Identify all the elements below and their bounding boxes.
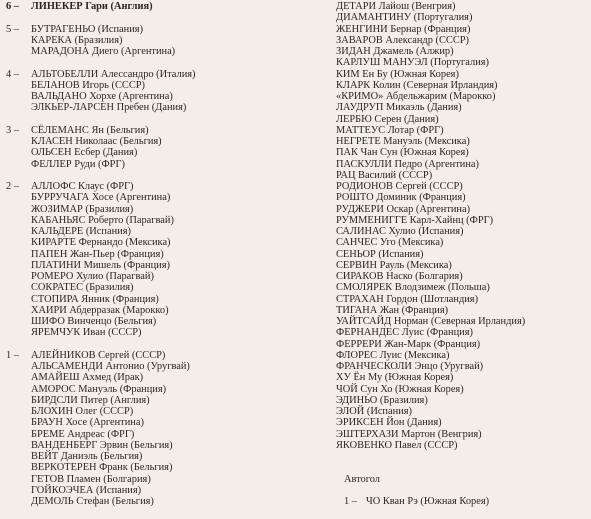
scorer-entry: ОЛЬСЕН Есбер (Дания): [31, 147, 138, 159]
goal-count: 5 –: [6, 23, 19, 35]
scorer-entry: ФЕРНАНДЕС Луис (Франция): [336, 327, 473, 339]
scorer-entry: ХАИРИ Абдерразак (Марокко): [31, 304, 169, 316]
scorer-entry: РАЦ Василий (СССР): [336, 169, 433, 181]
scorer-entry: ФЕРРЕРИ Жан-Марк (Франция): [336, 338, 481, 350]
scorer-entry: ВАНДЕНБЕРГ Эрвин (Бельгия): [31, 439, 173, 451]
scorer-entry: ГОЙКОЭЧЕА (Испания): [31, 484, 142, 496]
section-gap: [336, 462, 588, 473]
scorer-entry: КЛАРК Колин (Северная Ирландия): [336, 79, 498, 91]
scorer-entry: ПАПЕН Жан-Пьер (Франция): [31, 248, 164, 260]
scorer-entry: СОКРАТЕС (Бразилия): [31, 282, 134, 294]
own-goals-rank: 1 –: [344, 496, 357, 507]
scorer-entry: ВЕЙТ Даниэль (Бельгия): [31, 451, 143, 462]
scorer-entry: ПЛАТИНИ Мишель (Франция): [31, 259, 170, 271]
scorer-entry: ФРАНЧЕСКОЛИ Энцо (Уругвай): [336, 361, 484, 372]
scorer-entry: САНЧЕС Уго (Мексика): [336, 237, 444, 249]
scorer-entry: НЕГРЕТЕ Мануэль (Мексика): [336, 136, 470, 147]
scorer-entry: БРАУН Хосе (Аргентина): [31, 417, 144, 429]
goal-group: [6, 350, 306, 508]
scorer-entry: АМАЙЕШ Ахмед (Ирак): [31, 372, 144, 384]
scorer-entry: РОШТО Доминик (Франция): [336, 192, 466, 204]
scorer-entry: КАЛЬДЕРЕ (Испания): [31, 226, 131, 237]
scorer-entry: ЭДИНЬО (Бразилия): [336, 394, 428, 406]
scorer-entry: РУДЖЕРИ Оскар (Аргентина): [336, 203, 471, 215]
scorer-entry: ПАК Чан Сун (Южная Корея): [336, 147, 469, 159]
scorer-entry: СЁЛЕМАНС Ян (Бельгия): [31, 124, 149, 136]
scorer-entry: МАРАДОНА Диего (Аргентина): [31, 46, 176, 57]
scorer-entry: БУТРАГЕНЬО (Испания): [31, 23, 144, 35]
scorer-entry: ЗИДАН Джамель (Алжир): [336, 46, 454, 57]
scorer-entry: АЛЕЙНИКОВ Сергей (СССР): [31, 349, 166, 361]
right-players-list: [336, 1, 588, 451]
goal-count: 2 –: [6, 181, 19, 192]
scorer-entry: МАТТЕУС Лотар (ФРГ): [336, 124, 444, 136]
scorer-entry: РОДИОНОВ Сергей (СССР): [336, 181, 463, 192]
scorer-entry: ХУ Ён Му (Южная Корея): [336, 372, 454, 384]
scorer-entry: СЕРВИН Рауль (Мексика): [336, 259, 452, 271]
own-goals-player: ЧО Кван Рэ (Южная Корея): [366, 496, 490, 507]
scorer-entry: ФЛОРЕС Луис (Мексика): [336, 349, 450, 361]
scorer-entry: ШИФО Винченцо (Бельгия): [31, 316, 157, 327]
scorer-entry: ЖЕНГИНИ Бернар (Франция): [336, 23, 471, 35]
scorer-entry: ЗАВАРОВ Александр (СССР): [336, 34, 469, 46]
right-scorers-column: [336, 1, 588, 507]
scorer-entry: ЛИНЕКЕР Гари (Англия): [31, 1, 153, 12]
scorer-entry: ЭШТЕРХАЗИ Мартон (Венгрия): [336, 428, 482, 440]
scorer-entry: БИРДСЛИ Питер (Англия): [31, 394, 150, 406]
scorer-entry: КАРЛУШ МАНУЭЛ (Португалия): [336, 57, 489, 69]
left-scorers-column: [6, 1, 306, 519]
scorer-entry: АМОРОС Мануэль (Франция): [31, 383, 167, 395]
scorer-entry: РУММЕНИГГЕ Карл-Хайнц (ФРГ): [336, 214, 494, 226]
scorer-entry: ВЕРКОТЕРЕН Франк (Бельгия): [31, 462, 173, 474]
scorer-entry: СМОЛЯРЕК Влодзимеж (Польша): [336, 282, 490, 294]
scorer-entry: ТИГАНА Жан (Франция): [336, 304, 449, 316]
scorer-entry: ФЕЛЛЕР Руди (ФРГ): [31, 158, 125, 170]
scorer-entry: КАБАНЬЯС Роберто (Парагвай): [31, 214, 174, 226]
goal-group: [6, 125, 306, 170]
scorer-entry: АЛЛОФС Клаус (ФРГ): [31, 181, 134, 192]
goal-count: 1 –: [6, 349, 19, 361]
scorer-entry: УАЙТСАЙД Норман (Северная Ирландия): [336, 316, 526, 327]
scorer-entry: ГЕТОВ Пламен (Болгария): [31, 473, 151, 485]
goal-count: 4 –: [6, 68, 19, 80]
scorer-entry: КИРАРТЕ Фернандо (Мексика): [31, 237, 171, 249]
scorer-entry: САЛИНАС Хулио (Испания): [336, 226, 464, 237]
scorer-entry: КЛАСЕН Николаас (Бельгия): [31, 136, 162, 147]
scorer-entry: СИРАКОВ Наско (Болгария): [336, 271, 463, 282]
scorer-entry: ДИАМАНТИНУ (Португалия): [336, 12, 473, 24]
goal-group: [6, 1, 306, 12]
scorer-entry: СЕНЬОР (Испания): [336, 248, 424, 260]
scorer-entry: ЭЛКЬЕР-ЛАРСЕН Пребен (Дания): [31, 102, 187, 114]
section-gap: [336, 485, 588, 496]
scorer-entry: БЕЛАНОВ Игорь (СССР): [31, 79, 145, 91]
scorer-entry: ЧОЙ Сун Хо (Южная Корея): [336, 383, 464, 395]
scorer-entry: ЯКОВЕНКО Павел (СССР): [336, 439, 458, 451]
scorer-entry: ДЕТАРИ Лайош (Венгрия): [336, 1, 456, 12]
scorer-entry: СТОПИРА Янник (Франция): [31, 293, 159, 305]
scorer-entry: АЛЬТОБЕЛЛИ Алессандро (Италия): [31, 68, 196, 80]
scorer-entry: БУРРУЧАГА Хосе (Аргентина): [31, 192, 171, 204]
own-goals-heading: Автогол: [344, 473, 380, 485]
goal-group: [6, 24, 306, 58]
goal-count: 3 –: [6, 124, 19, 136]
scorer-entry: ЭЛОЙ (Испания): [336, 406, 412, 417]
scorer-entry: ДЕМОЛЬ Стефан (Бельгия): [31, 496, 154, 507]
scorer-entry: ЖОЗИМАР (Бразилия): [31, 203, 134, 215]
scorer-entry: ЯРЕМЧУК Иван (СССР): [31, 327, 142, 339]
scorer-entry: ПАСКУЛЛИ Педро (Аргентина): [336, 158, 479, 170]
scorer-entry: КАРЕКА (Бразилия): [31, 34, 123, 46]
goal-group: [6, 181, 306, 339]
scorer-entry: КИМ Ен Бу (Южная Корея): [336, 68, 459, 80]
scorer-entry: АЛЬСАМЕНДИ Антонио (Уругвай): [31, 361, 190, 372]
scorer-entry: ЭРИКСЕН Йон (Дания): [336, 417, 442, 429]
scorer-entry: ЛЕРБЮ Серен (Дания): [336, 113, 439, 125]
scorer-entry: ЛАУДРУП Микаэль (Дания): [336, 102, 462, 114]
goal-count: 6 –: [6, 1, 19, 12]
goal-group: [6, 69, 306, 114]
scorer-entry: РОМЕРО Хулио (Парагвай): [31, 271, 154, 282]
section-gap: [336, 451, 588, 462]
scorer-entry: ВАЛЬДАНО Хорхе (Аргентина): [31, 91, 173, 102]
scorer-entry: СТРАХАН Гордон (Шотландия): [336, 293, 479, 305]
scorer-entry: БРЕМЕ Андреас (ФРГ): [31, 428, 135, 440]
scorer-entry: «КРИМО» Абдельжарим (Марокко): [336, 91, 496, 102]
scorer-entry: БЛОХИН Олег (СССР): [31, 406, 134, 417]
